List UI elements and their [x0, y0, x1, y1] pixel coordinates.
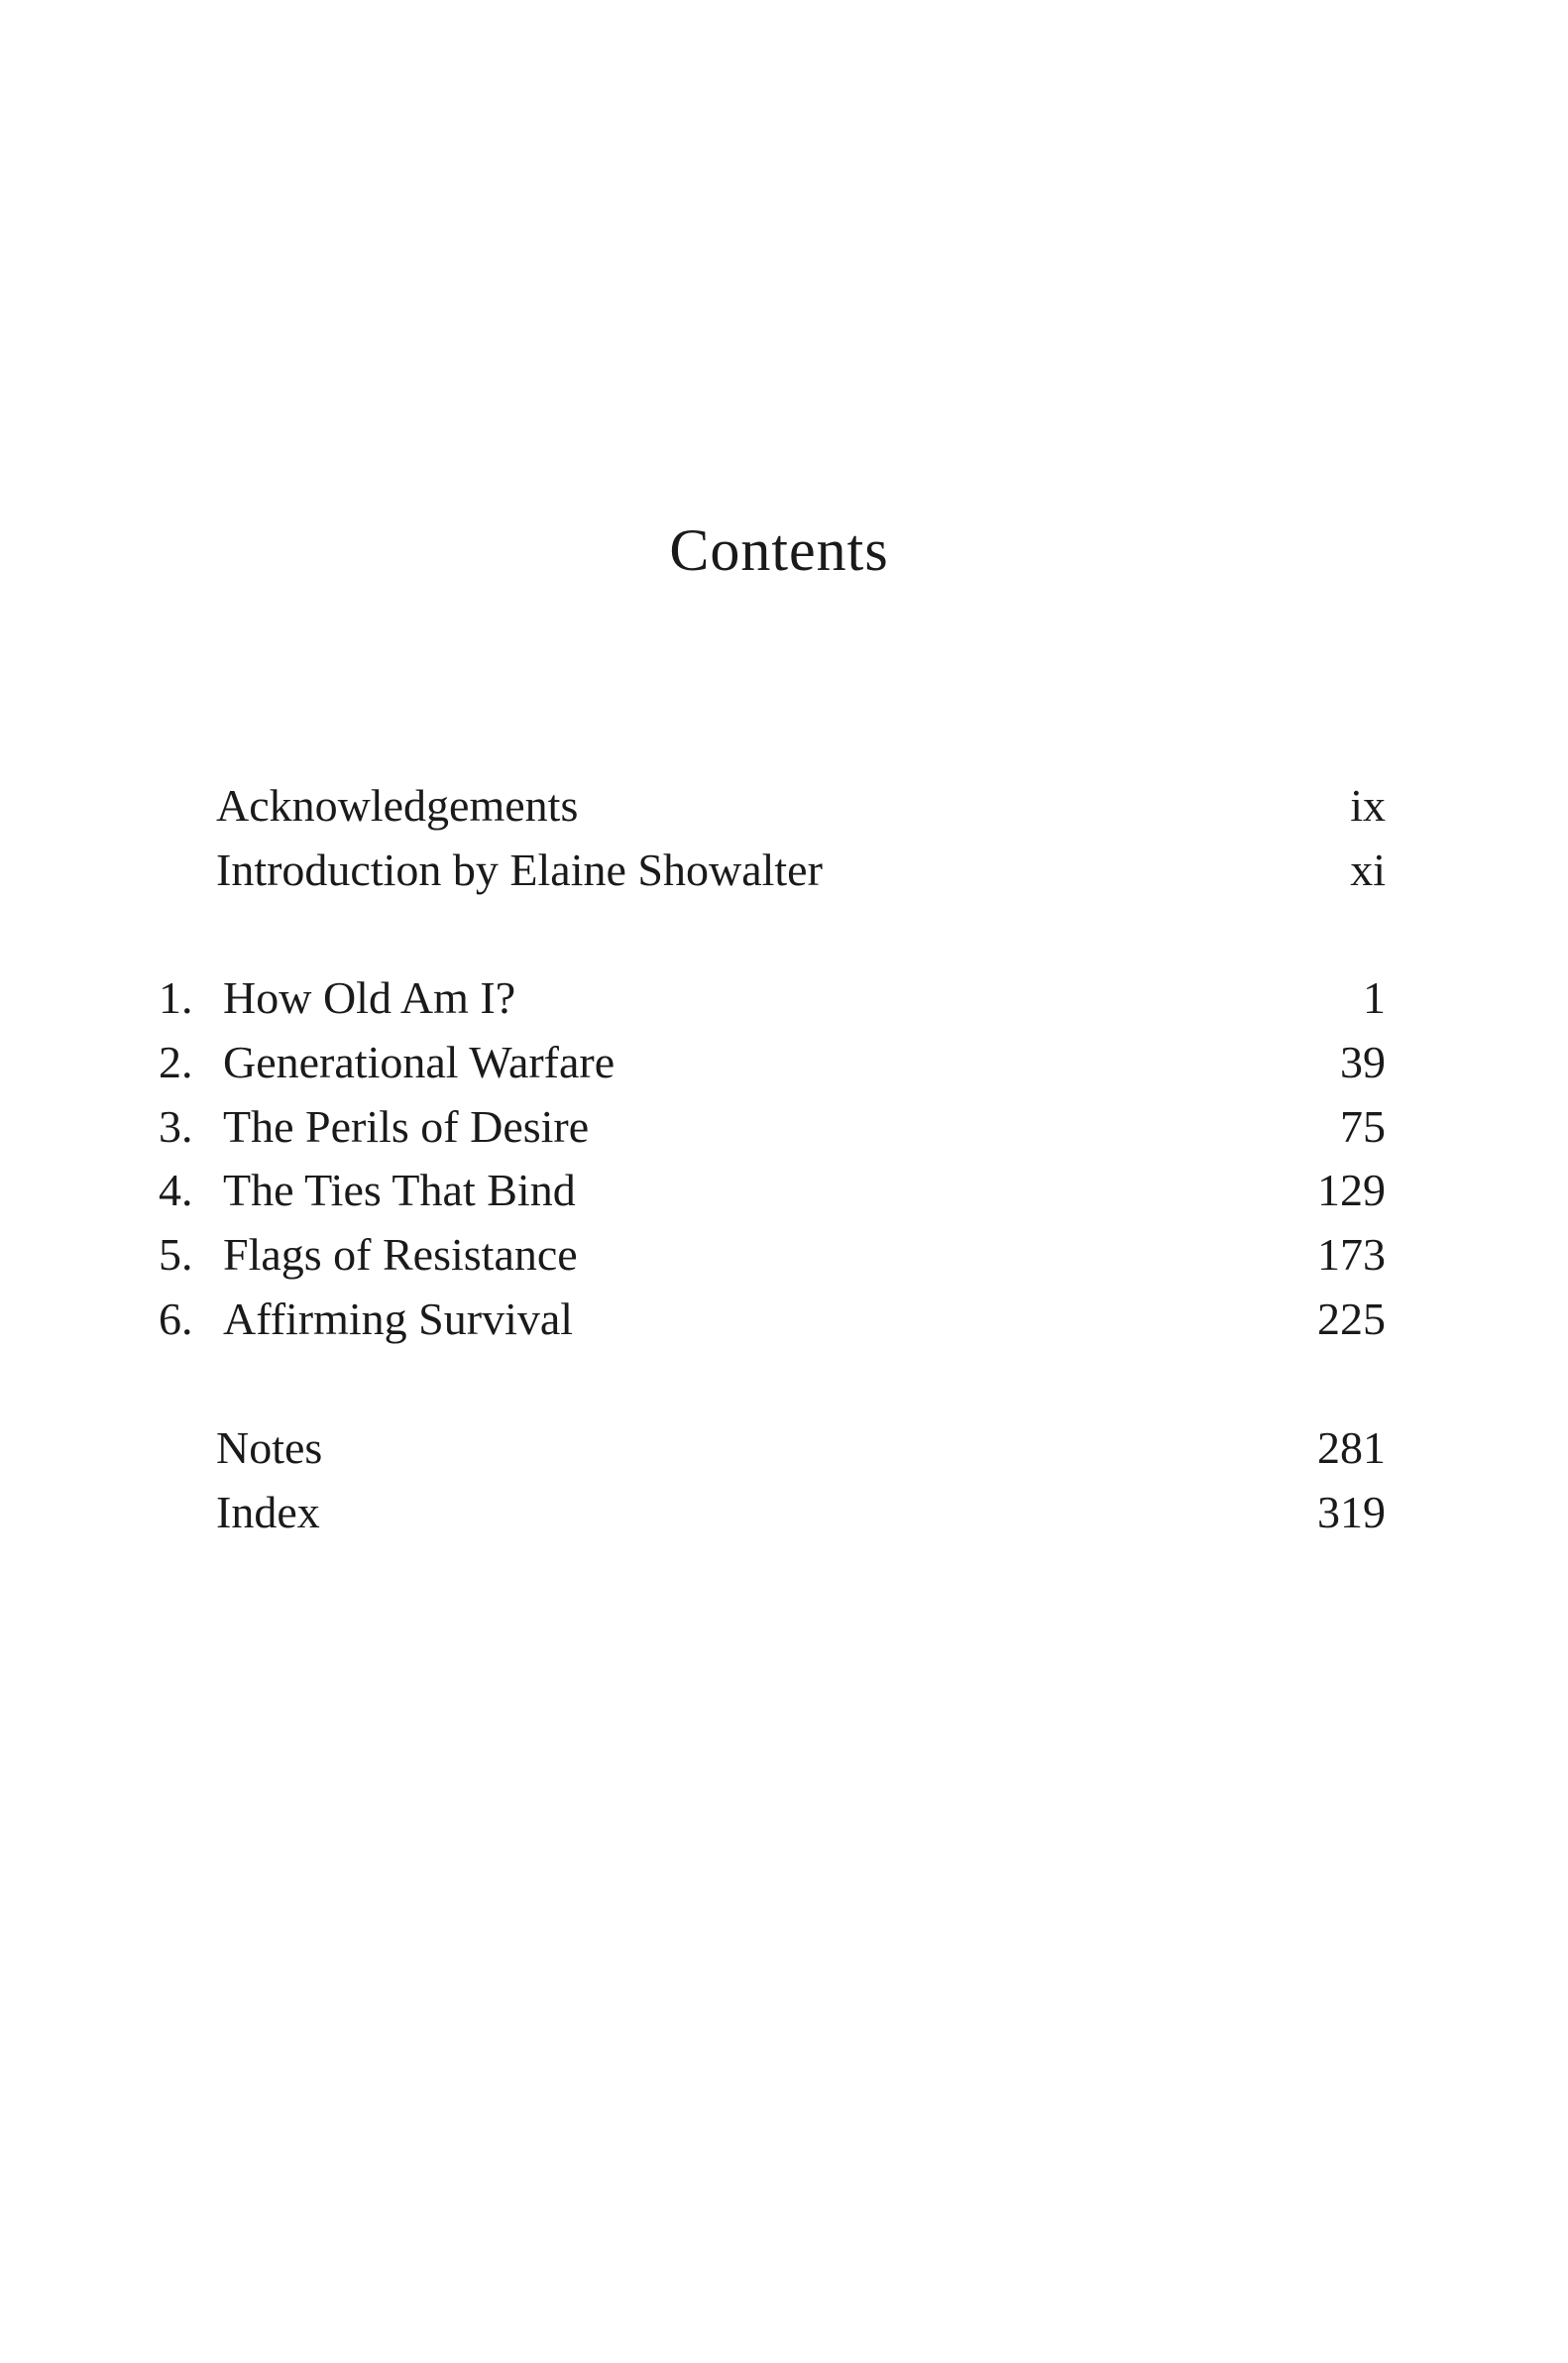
toc-entry-chapter-6 — [0, 1288, 1568, 1351]
toc-entry-chapter-3 — [0, 1095, 1568, 1159]
toc-entry-label: Generational Warfare — [223, 1037, 616, 1087]
toc-entry-page: 1 — [1363, 972, 1386, 1023]
toc-entry-page: 129 — [1317, 1165, 1386, 1215]
toc-entry-label: The Perils of Desire — [223, 1101, 590, 1152]
chapter-number: 2. — [159, 1037, 193, 1087]
toc-entry-label: Notes — [216, 1422, 323, 1473]
toc-entry-label: Index — [216, 1487, 320, 1537]
toc-entry-page: ix — [1350, 780, 1386, 831]
toc-entry-introduction — [0, 839, 1568, 902]
toc-entry-page: 319 — [1317, 1487, 1386, 1537]
toc-entry-chapter-5 — [0, 1223, 1568, 1287]
chapter-number: 6. — [159, 1294, 193, 1344]
toc-entry-label: Affirming Survival — [223, 1294, 574, 1344]
toc-entry-label: Flags of Resistance — [223, 1229, 578, 1280]
toc-entry-notes — [0, 1416, 1568, 1480]
toc-entry-index — [0, 1481, 1568, 1544]
chapter-number: 5. — [159, 1229, 193, 1280]
toc-entry-acknowledgements — [0, 774, 1568, 838]
toc-entry-chapter-4 — [0, 1159, 1568, 1222]
toc-entry-page: 173 — [1317, 1229, 1386, 1280]
chapter-number: 3. — [159, 1101, 193, 1152]
toc-entry-page: 39 — [1340, 1037, 1386, 1087]
toc-entry-label: How Old Am I? — [223, 972, 516, 1023]
toc-entry-page: 75 — [1340, 1101, 1386, 1152]
toc-entry-label: The Ties That Bind — [223, 1165, 576, 1215]
toc-entry-chapter-2 — [0, 1031, 1568, 1094]
toc-entry-chapter-1 — [0, 966, 1568, 1030]
toc-entry-label: Introduction by Elaine Showalter — [216, 844, 823, 895]
chapter-number: 1. — [159, 972, 193, 1023]
toc-entry-page: xi — [1350, 844, 1386, 895]
toc-entry-label: Acknowledgements — [216, 780, 579, 831]
chapter-number: 4. — [159, 1165, 193, 1215]
toc-entry-page: 281 — [1317, 1422, 1386, 1473]
toc-entry-page: 225 — [1317, 1294, 1386, 1344]
page-title: Contents — [669, 517, 889, 583]
